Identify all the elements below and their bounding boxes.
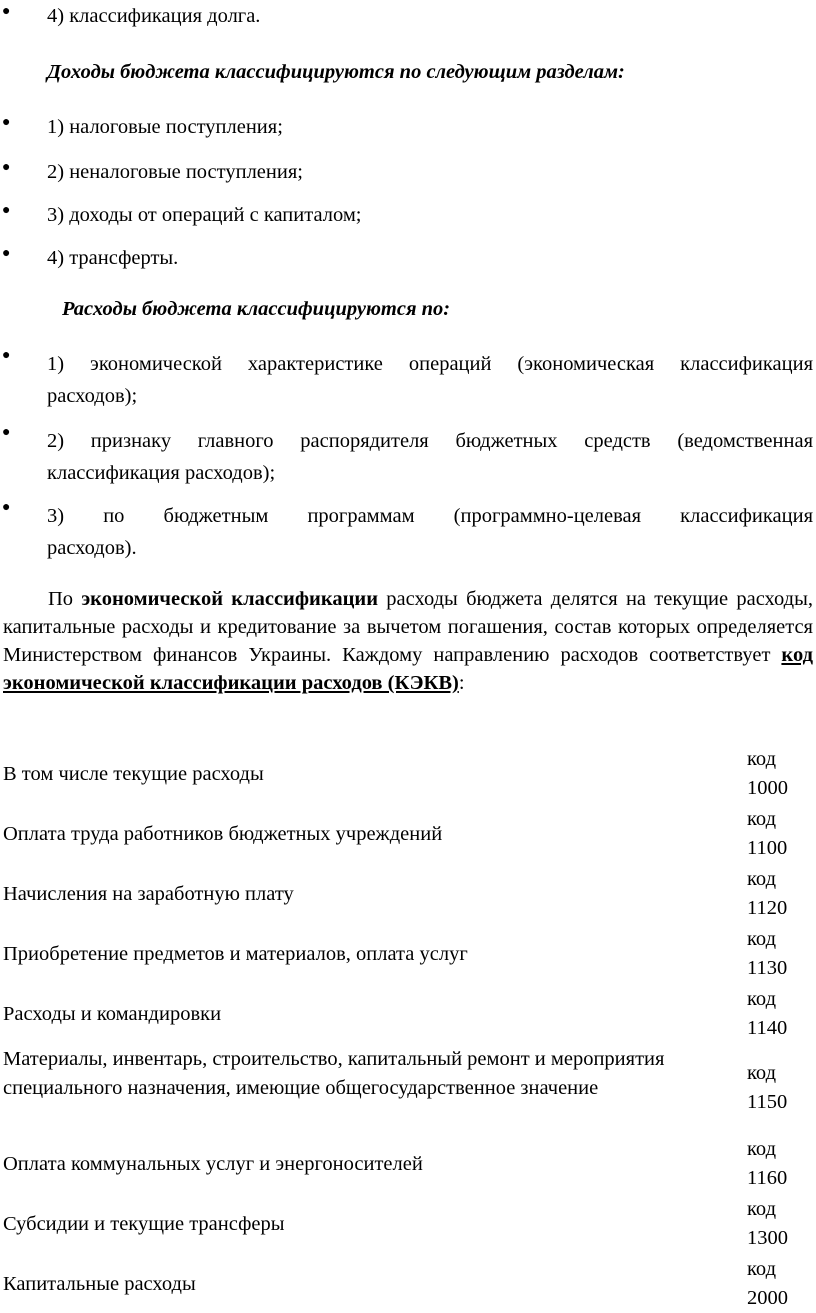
table-cell-name: Оплата коммунальных услуг и энергоносителей bbox=[3, 1153, 423, 1175]
list-item-text: 2) неналоговые поступления; bbox=[47, 161, 303, 183]
table-cell-name: В том числе текущие расходы bbox=[3, 763, 264, 785]
table-cell-code bbox=[747, 925, 813, 983]
table-cell-code bbox=[747, 1255, 813, 1313]
paragraph-bold-underline: код экономической классификации расходов (КЭКВ) bbox=[3, 644, 813, 694]
list-item-line: 3) по бюджетным программам (программно-целевая классификация bbox=[47, 505, 813, 527]
code-prefix: код bbox=[747, 988, 777, 1010]
bullet-icon: ● bbox=[2, 500, 11, 515]
table-cell-code bbox=[747, 865, 813, 923]
code-value: 1300 bbox=[747, 1227, 788, 1249]
table-cell-name: Начисления на заработную плату bbox=[3, 883, 294, 905]
expense-heading: Расходы бюджета классифицируются по: bbox=[62, 298, 451, 320]
code-value: 1120 bbox=[747, 897, 788, 919]
paragraph-text: расходы бюджета делятся на текущие расходы, капитальные расходы и кредитование за вычетом погашения, состав которых определяется Министерством финансов Украины. Каждому направлению расходов соответствует bbox=[3, 588, 813, 666]
list-item-line: расходов); bbox=[47, 385, 138, 407]
bullet-icon: ● bbox=[2, 246, 11, 261]
code-value: 1000 bbox=[747, 777, 788, 799]
paragraph-text: По bbox=[48, 588, 82, 610]
bullet-icon: ● bbox=[2, 4, 11, 19]
table-cell-code bbox=[747, 1059, 813, 1117]
list-item-line: классификация расходов); bbox=[47, 462, 276, 484]
code-prefix: код bbox=[747, 928, 777, 950]
table-cell-name: Материалы, инвентарь, строительство, капитальный ремонт и мероприятия специального назначения, имеющие общегосударственное значение bbox=[3, 1048, 665, 1099]
list-item-line: 2) признаку главного распорядителя бюджетных средств (ведомственная bbox=[47, 430, 813, 452]
table-cell-name: Расходы и командировки bbox=[3, 1003, 222, 1025]
code-prefix: код bbox=[747, 1258, 777, 1280]
list-item-text: 1) налоговые поступления; bbox=[47, 116, 283, 138]
code-prefix: код bbox=[747, 1138, 777, 1160]
table-cell-name: Капитальные расходы bbox=[3, 1273, 196, 1295]
table-cell-name: Оплата труда работников бюджетных учреждений bbox=[3, 823, 443, 845]
list-item-line: расходов). bbox=[47, 537, 137, 559]
table-cell-name: Приобретение предметов и материалов, оплата услуг bbox=[3, 943, 468, 965]
code-prefix: код bbox=[747, 808, 777, 830]
bullet-icon: ● bbox=[2, 348, 11, 363]
code-value: 2000 bbox=[747, 1287, 788, 1309]
bullet-icon: ● bbox=[2, 425, 11, 440]
code-value: 1160 bbox=[747, 1167, 788, 1189]
code-prefix: код bbox=[747, 868, 777, 890]
income-heading: Доходы бюджета классифицируются по следующим разделам: bbox=[47, 61, 625, 83]
table-cell-code bbox=[747, 745, 813, 803]
bullet-icon: ● bbox=[2, 160, 11, 175]
list-item-text: 4) трансферты. bbox=[47, 247, 179, 269]
code-prefix: код bbox=[747, 748, 777, 770]
code-prefix: код bbox=[747, 1198, 777, 1220]
table-cell-code bbox=[747, 1135, 813, 1193]
table-cell-code bbox=[747, 805, 813, 863]
code-value: 1100 bbox=[747, 837, 788, 859]
kekv-paragraph bbox=[3, 585, 813, 697]
code-value: 1150 bbox=[747, 1091, 788, 1113]
table-cell-name: Субсидии и текущие трансферы bbox=[3, 1213, 285, 1235]
bullet-icon: ● bbox=[2, 203, 11, 218]
bullet-icon: ● bbox=[2, 115, 11, 130]
code-value: 1140 bbox=[747, 1017, 788, 1039]
code-prefix: код bbox=[747, 1062, 777, 1084]
list-item-text: 4) классификация долга. bbox=[47, 5, 261, 27]
paragraph-bold: экономической классификации bbox=[81, 588, 379, 610]
table-cell-code bbox=[747, 1195, 813, 1253]
list-item-text: 3) доходы от операций с капиталом; bbox=[47, 204, 362, 226]
paragraph-text: : bbox=[458, 672, 465, 694]
code-value: 1130 bbox=[747, 957, 788, 979]
table-cell-code bbox=[747, 985, 813, 1043]
list-item-line: 1) экономической характеристике операций (экономическая классификация bbox=[47, 353, 813, 375]
